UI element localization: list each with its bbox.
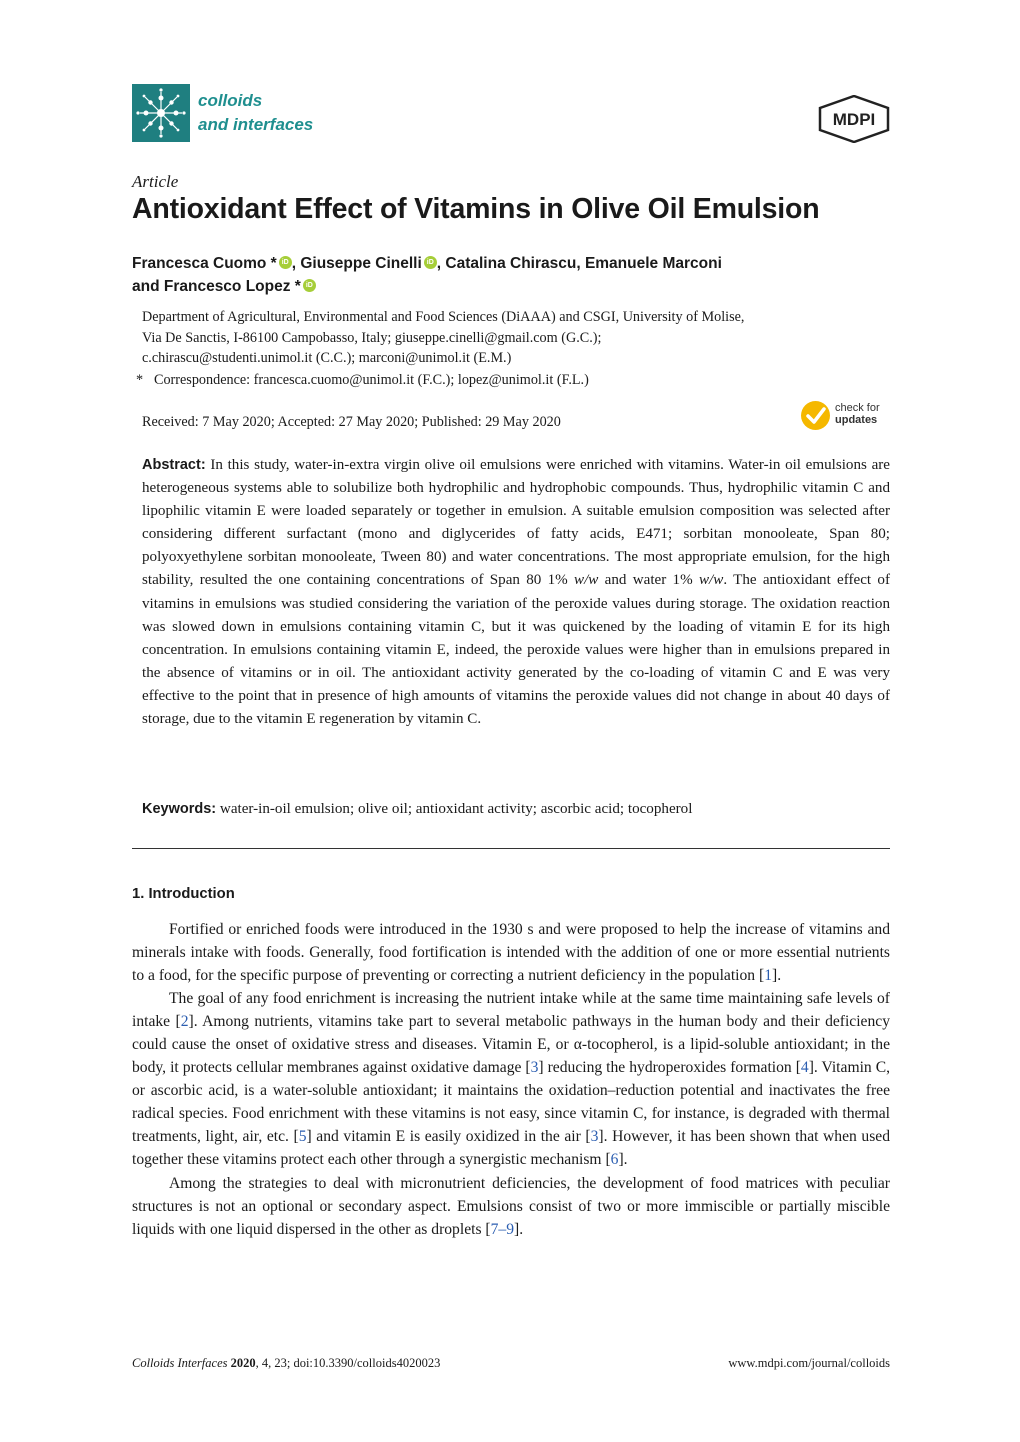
citation-link[interactable]: 5 [298,1128,307,1146]
body-text [132,918,890,1241]
keywords-label: Keywords: [142,801,217,817]
article-type: Article [132,172,179,191]
abstract-text: and water 1% [598,572,699,589]
citation-link[interactable]: 3 [530,1059,539,1077]
author-name: , Catalina Chirascu, Emanuele Marconi [436,255,722,272]
section-divider [132,848,890,849]
correspondence-star: * [136,372,144,388]
footer-citation [132,1356,440,1371]
abstract-unit: w/w [574,572,599,589]
author-name: , Giuseppe Cinelli [291,255,422,272]
paragraph-text: ] and vitamin E is easily oxidized in the air [ [306,1128,591,1146]
citation-link[interactable]: 1 [764,967,772,985]
abstract-unit: w/w [698,572,724,589]
check-updates-line1: check for [835,402,880,414]
paragraph [132,1172,890,1241]
journal-name-line2: and interfaces [198,115,314,134]
paper-title: Antioxidant Effect of Vitamins in Olive Oil Emulsion [132,193,820,225]
paragraph-text: ]. Among nutrients, vitamins take part to several metabolic pathways in the human body and their deficiency could cause the onset of oxidative stress and diseases. Vitamin E, or α-tocopherol, is a lipid-soluble antioxidant; in the body, it protects cellular membranes against oxidative damage [ [132,1013,890,1077]
affiliation [142,307,892,369]
citation-link[interactable]: 2 [180,1013,189,1031]
publication-dates: Received: 7 May 2020; Accepted: 27 May 2020; Published: 29 May 2020 [142,414,561,430]
affiliation-line: Via De Sanctis, I-86100 Campobasso, Italy; giuseppe.cinelli@gmail.com (G.C.); [142,329,602,346]
affiliation-line: c.chirascu@studenti.unimol.it (C.C.); marconi@unimol.it (E.M.) [142,350,512,367]
abstract-text: . The antioxidant effect of vitamins in emulsions was studied considering the variation of the peroxide values during storage. The oxidation reaction was slowed down in emulsions containing vitamin C, but it was quickened by the loading of vitamin E for its high concentration. In emulsions containing vitamin E, indeed, the peroxide values were higher than in emulsions prepared in the absence of vitamins or in oil. The antioxidant activity generated by the co-loading of vitamin C and E was very effective to the point that in presence of high amounts of vitamins the peroxide values did not change in about 40 days of storage, due to the vitamin E regeneration by vitamin C. [142,572,890,728]
mdpi-logo-text: MDPI [832,110,876,129]
citation-link[interactable]: 6 [610,1151,619,1169]
paragraph-text: ]. However, it has been shown that when used together these vitamins protect each other through a synergistic mechanism [ [132,1128,890,1169]
paragraph [132,987,890,1171]
section-heading: 1. Introduction [132,886,235,902]
footer-volume-doi: , 4, 23; doi:10.3390/colloids4020023 [255,1356,441,1370]
paragraph-text: ] reducing the hydroperoxides formation [ [538,1059,801,1077]
author-list [132,252,892,298]
keywords [142,798,890,820]
orcid-icon[interactable]: iD [303,279,316,292]
journal-name-line1: colloids [198,91,263,110]
orcid-icon[interactable]: iD [279,256,292,269]
footer-url[interactable]: www.mdpi.com/journal/colloids [728,1356,890,1370]
affiliation-line: Department of Agricultural, Environmental and Food Sciences (DiAAA) and CSGI, University of Molise, [142,309,745,325]
footer-journal: Colloids Interfaces [132,1356,228,1370]
correspondence [136,370,589,390]
citation-link[interactable]: 3 [590,1128,599,1146]
paragraph-text: ]. [618,1151,628,1169]
mdpi-logo [818,95,890,143]
paragraph [132,918,890,987]
paragraph-text: Fortified or enriched foods were introduced in the 1930 s and were proposed to help the increase of vitamins and minerals intake with foods. Generally, food fortification is intended with the addition of one or more essential nutrients to a food, for the specific purpose of preventing or correcting a nutrient deficiency in the population [ [132,921,890,985]
correspondence-text: Correspondence: francesca.cuomo@unimol.it (F.C.); lopez@unimol.it (F.L.) [154,372,589,388]
check-updates-line2: updates [835,414,878,426]
author-name: and Francesco Lopez * [132,278,301,295]
abstract [142,454,890,731]
footer-year: 2020 [227,1356,256,1370]
check-for-updates-badge[interactable] [800,400,892,432]
paragraph-text: Among the strategies to deal with micronutrient deficiencies, the development of food matrices with peculiar structures is not an optional or secondary aspect. Emulsions consist of two or more immiscible or partially miscible liquids with one liquid dispersed in the other as droplets [ [132,1174,890,1238]
journal-name [198,89,313,137]
paragraph-text: ]. Vitamin C, or ascorbic acid, is a water-soluble antioxidant; it maintains the oxidation–reduction potential and inactivates the free radical species. Food enrichment with these vitamins is not easy, since vitamin C, for instance, is degraded with thermal treatments, light, air, etc. [ [132,1059,890,1146]
paragraph-text: The goal of any food enrichment is increasing the nutrient intake while at the same time maintaining safe levels of intake [ [132,990,890,1031]
author-name: Francesca Cuomo * [132,255,277,272]
citation-link[interactable]: 4 [800,1059,809,1077]
abstract-label: Abstract: [142,457,206,473]
check-icon [800,400,831,431]
orcid-icon[interactable]: iD [424,256,437,269]
keywords-text: water-in-oil emulsion; olive oil; antioxidant activity; ascorbic acid; tocopherol [216,801,693,817]
journal-logo [132,84,190,142]
paragraph-text: ]. [772,967,782,985]
paragraph-text: ]. [514,1220,524,1238]
abstract-text: In this study, water-in-extra virgin olive oil emulsions were enriched with vitamins. Water-in oil emulsions are heterogeneous systems able to solubilize both hydrophilic and hydrophobic compounds. Thus, hydrophilic vitamin C and lipophilic vitamin E were loaded separately or together in emulsion. A suitable emulsion composition was selected after considering different surfactant (mono and diglycerides of fatty acids, E471; sorbitan monooleate, Span 80; polyoxyethylene sorbitan monooleate, Tween 80) and water concentrations. The most appropriate emulsion, for the high stability, resulted the one containing concentrations of Span 80 1% [142,457,890,589]
citation-link[interactable]: 7–9 [490,1220,514,1238]
